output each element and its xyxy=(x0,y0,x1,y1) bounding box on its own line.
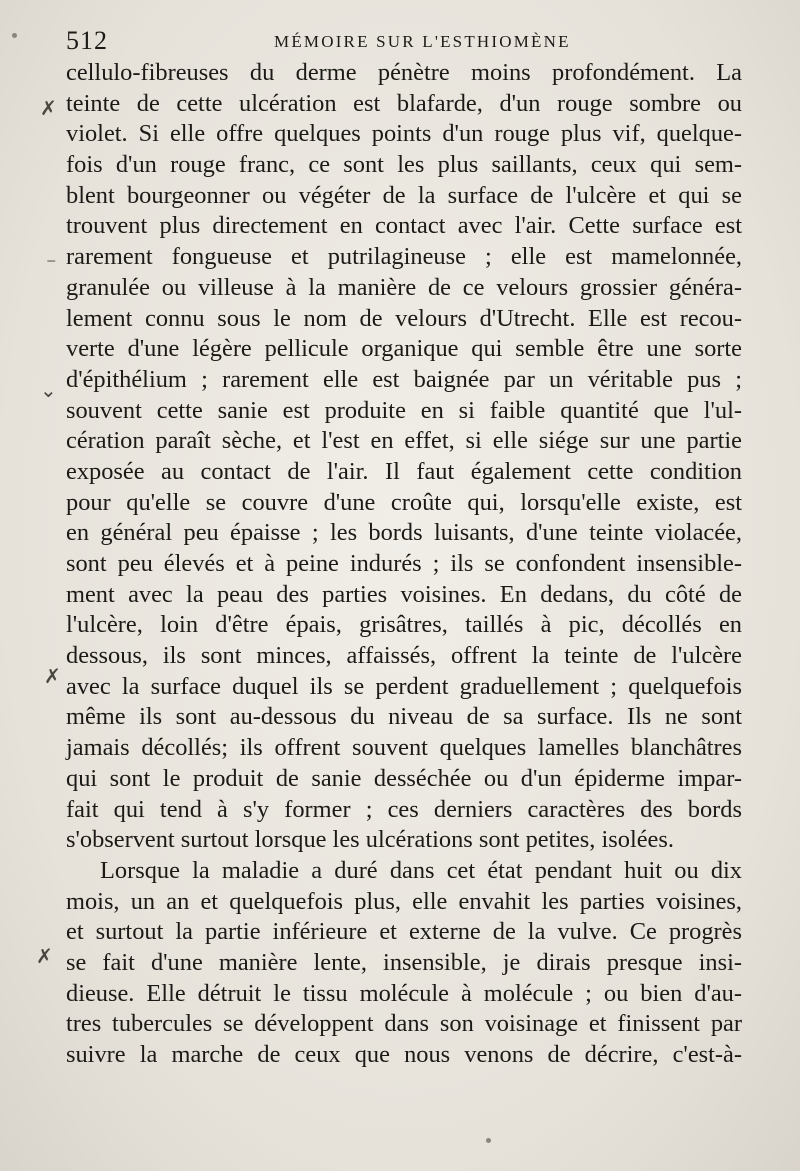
text-line: d'épithélium ; rarement elle est baignée par un véritable pus ; xyxy=(66,365,742,393)
text-line: se fait d'une manière lente, insensible, je dirais presque insi- xyxy=(66,948,742,976)
text-line: avec la surface duquel ils se perdent graduellement ; quelquefois xyxy=(66,672,742,700)
text-line: blent bourgeonner ou végéter de la surface de l'ulcère et qui se xyxy=(66,181,742,209)
text-line: verte d'une légère pellicule organique qui semble être une sorte xyxy=(66,335,742,363)
text-line: rarement fongueuse et putrilagineuse ; elle est mamelonnée, xyxy=(66,243,742,271)
text-line: dessous, ils sont minces, affaissés, offrent la teinte de l'ulcère xyxy=(66,642,742,670)
margin-cross-mark: ✗ xyxy=(36,944,53,968)
margin-check-mark: ⌄ xyxy=(40,378,57,402)
text-line: ment avec la peau des parties voisines. En dedans, du côté de xyxy=(66,580,742,608)
body-text xyxy=(66,58,742,1071)
paper-speck xyxy=(12,33,17,38)
margin-cross-mark: ✗ xyxy=(44,664,61,688)
text-line: en général peu épaisse ; les bords luisants, d'une teinte violacée, xyxy=(66,519,742,547)
text-line: souvent cette sanie est produite en si faible quantité que l'ul- xyxy=(66,396,742,424)
page-header xyxy=(66,26,738,56)
text-line: fait qui tend à s'y former ; ces derniers caractères des bords xyxy=(66,795,742,823)
paper-speck xyxy=(486,1138,491,1143)
text-line: cellulo-fibreuses du derme pénètre moins profondément. La xyxy=(66,59,742,86)
margin-cross-mark: ✗ xyxy=(40,96,57,120)
text-line: lement connu sous le nom de velours d'Utrecht. Elle est recou- xyxy=(66,304,742,332)
text-line: trouvent plus directement en contact avec l'air. Cette surface est xyxy=(66,212,742,240)
text-line: tres tubercules se développent dans son voisinage et finissent par xyxy=(66,1010,742,1038)
text-line: violet. Si elle offre quelques points d'un rouge plus vif, quelque- xyxy=(66,120,742,148)
page-number: 512 xyxy=(66,26,108,55)
text-line: jamais décollés; ils offrent souvent quelques lamelles blanchâtres xyxy=(66,734,742,762)
text-line: teinte de cette ulcération est blafarde, d'un rouge sombre ou xyxy=(66,89,742,117)
paragraph-first-line: Lorsque la maladie a duré dans cet état pendant huit ou dix xyxy=(100,856,742,884)
text-line: s'observent surtout lorsque les ulcérations sont petites, isolées. xyxy=(66,826,674,854)
text-line: dieuse. Elle détruit le tissu molécule à molécule ; ou bien d'au- xyxy=(66,979,742,1007)
text-line: sont peu élevés et à peine indurés ; ils se confondent insensible- xyxy=(66,550,742,577)
text-line: l'ulcère, loin d'être épais, grisâtres, taillés à pic, décollés en xyxy=(66,611,742,639)
text-line: qui sont le produit de sanie desséchée ou d'un épiderme impar- xyxy=(66,764,742,792)
text-line: exposée au contact de l'air. Il faut également cette condition xyxy=(66,457,742,485)
text-line: granulée ou villeuse à la manière de ce velours grossier généra- xyxy=(66,273,742,301)
text-line: pour qu'elle se couvre d'une croûte qui, lorsqu'elle existe, est xyxy=(66,488,742,516)
text-line: mois, un an et quelquefois plus, elle envahit les parties voisines, xyxy=(66,887,742,915)
text-line: suivre la marche de ceux que nous venons de décrire, c'est-à- xyxy=(66,1041,742,1068)
text-line: fois d'un rouge franc, ce sont les plus saillants, ceux qui sem- xyxy=(66,151,742,179)
margin-tick-mark: ⁻ xyxy=(46,252,57,276)
text-line: et surtout la partie inférieure et externe de la vulve. Ce progrès xyxy=(66,918,742,946)
running-title: MÉMOIRE SUR L'ESTHIOMÈNE xyxy=(274,32,571,51)
text-line: même ils sont au-dessous du niveau de sa surface. Ils ne sont xyxy=(66,703,742,731)
text-line: cération paraît sèche, et l'est en effet, si elle siége sur une partie xyxy=(66,427,742,455)
